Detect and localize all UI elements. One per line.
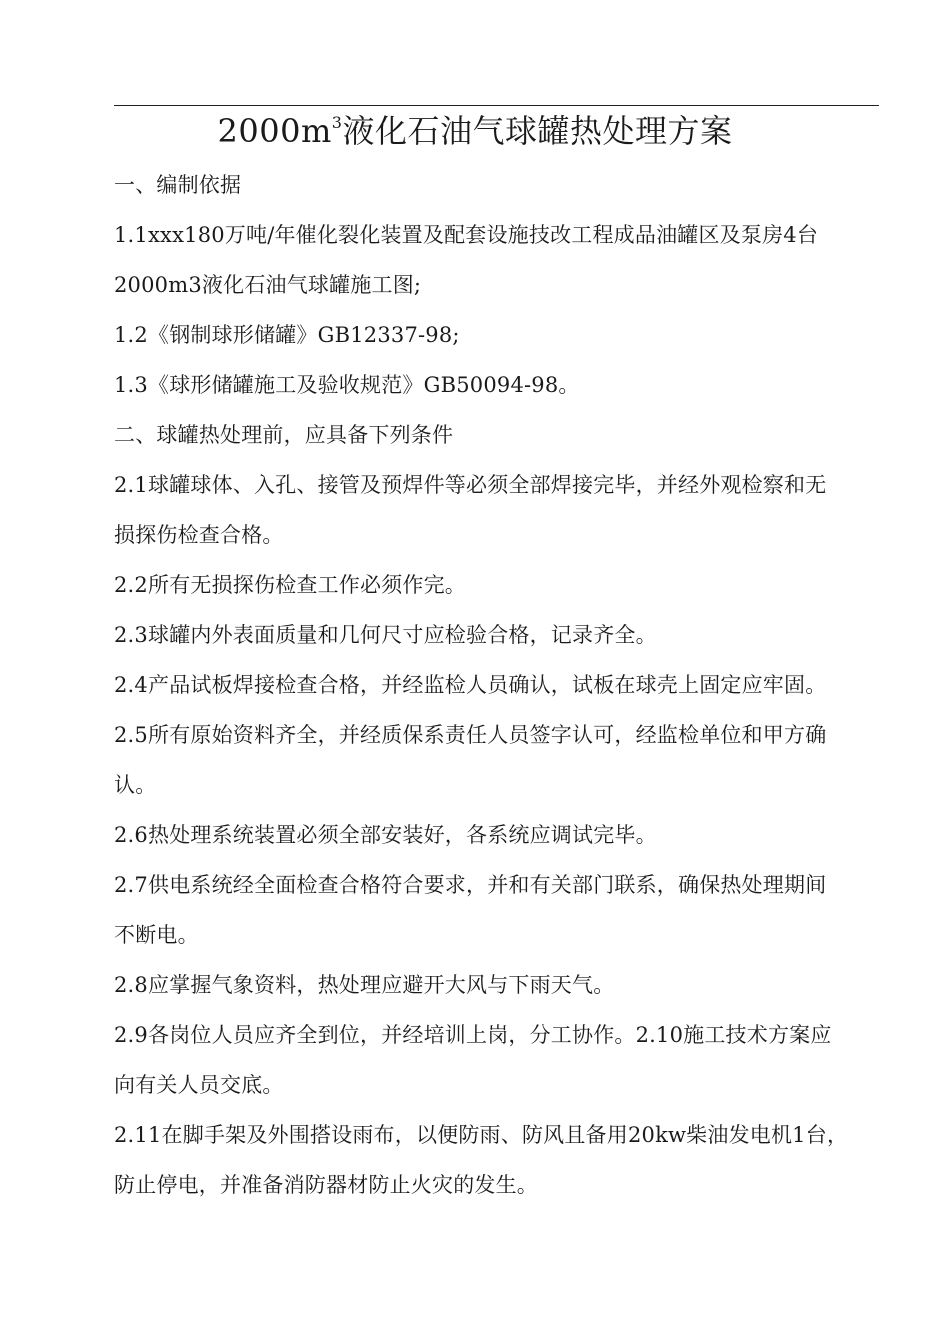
paragraph-line: 1.3《球形储罐施工及验收规范》GB50094-98。	[114, 373, 580, 397]
title-volume: 2000m	[217, 112, 332, 150]
paragraph-line: 2.7供电系统经全面检查合格符合要求，并和有关部门联系，确保热处理期间	[114, 873, 827, 897]
section-heading-conditions: 二、球罐热处理前，应具备下列条件	[114, 423, 454, 447]
paragraph-line: 损探伤检查合格。	[114, 523, 284, 547]
title-superscript: 3	[331, 113, 343, 132]
paragraph-line: 2.11在脚手架及外围搭设雨布，以便防雨、防风且备用20kw柴油发电机1台，	[114, 1123, 849, 1147]
paragraph-line: 2.4产品试板焊接检查合格，并经监检人员确认，试板在球壳上固定应牢固。	[114, 673, 827, 697]
paragraph-line: 2.3球罐内外表面质量和几何尺寸应检验合格，记录齐全。	[114, 623, 657, 647]
paragraph-line: 2.9各岗位人员应齐全到位，并经培训上岗，分工协作。2.10施工技术方案应	[114, 1023, 832, 1047]
paragraph-line: 2.8应掌握气象资料，热处理应避开大风与下雨天气。	[114, 973, 615, 997]
paragraph-line: 1.1xxx180万吨/年催化裂化装置及配套设施技改工程成品油罐区及泵房4台	[114, 223, 819, 247]
header-rule	[114, 105, 879, 106]
paragraph-line: 防止停电，并准备消防器材防止火灾的发生。	[114, 1173, 538, 1197]
title-text: 液化石油气球罐热处理方案	[342, 112, 733, 150]
paragraph-line: 2000m3液化石油气球罐施工图;	[114, 273, 422, 297]
section-heading-basis: 一、编制依据	[114, 173, 242, 197]
paragraph-line: 不断电。	[114, 923, 199, 947]
document-body	[114, 160, 884, 1210]
paragraph-line: 向有关人员交底。	[114, 1073, 284, 1097]
document-title	[0, 108, 950, 154]
paragraph-line: 2.5所有原始资料齐全，并经质保系责任人员签字认可，经监检单位和甲方确	[114, 723, 827, 747]
paragraph-line: 2.1球罐球体、入孔、接管及预焊件等必须全部焊接完毕，并经外观检察和无	[114, 473, 827, 497]
paragraph-line: 认。	[114, 773, 157, 797]
paragraph-line: 2.2所有无损探伤检查工作必须作完。	[114, 573, 466, 597]
paragraph-line: 1.2《钢制球形储罐》GB12337-98;	[114, 323, 460, 347]
paragraph-line: 2.6热处理系统装置必须全部安装好，各系统应调试完毕。	[114, 823, 657, 847]
